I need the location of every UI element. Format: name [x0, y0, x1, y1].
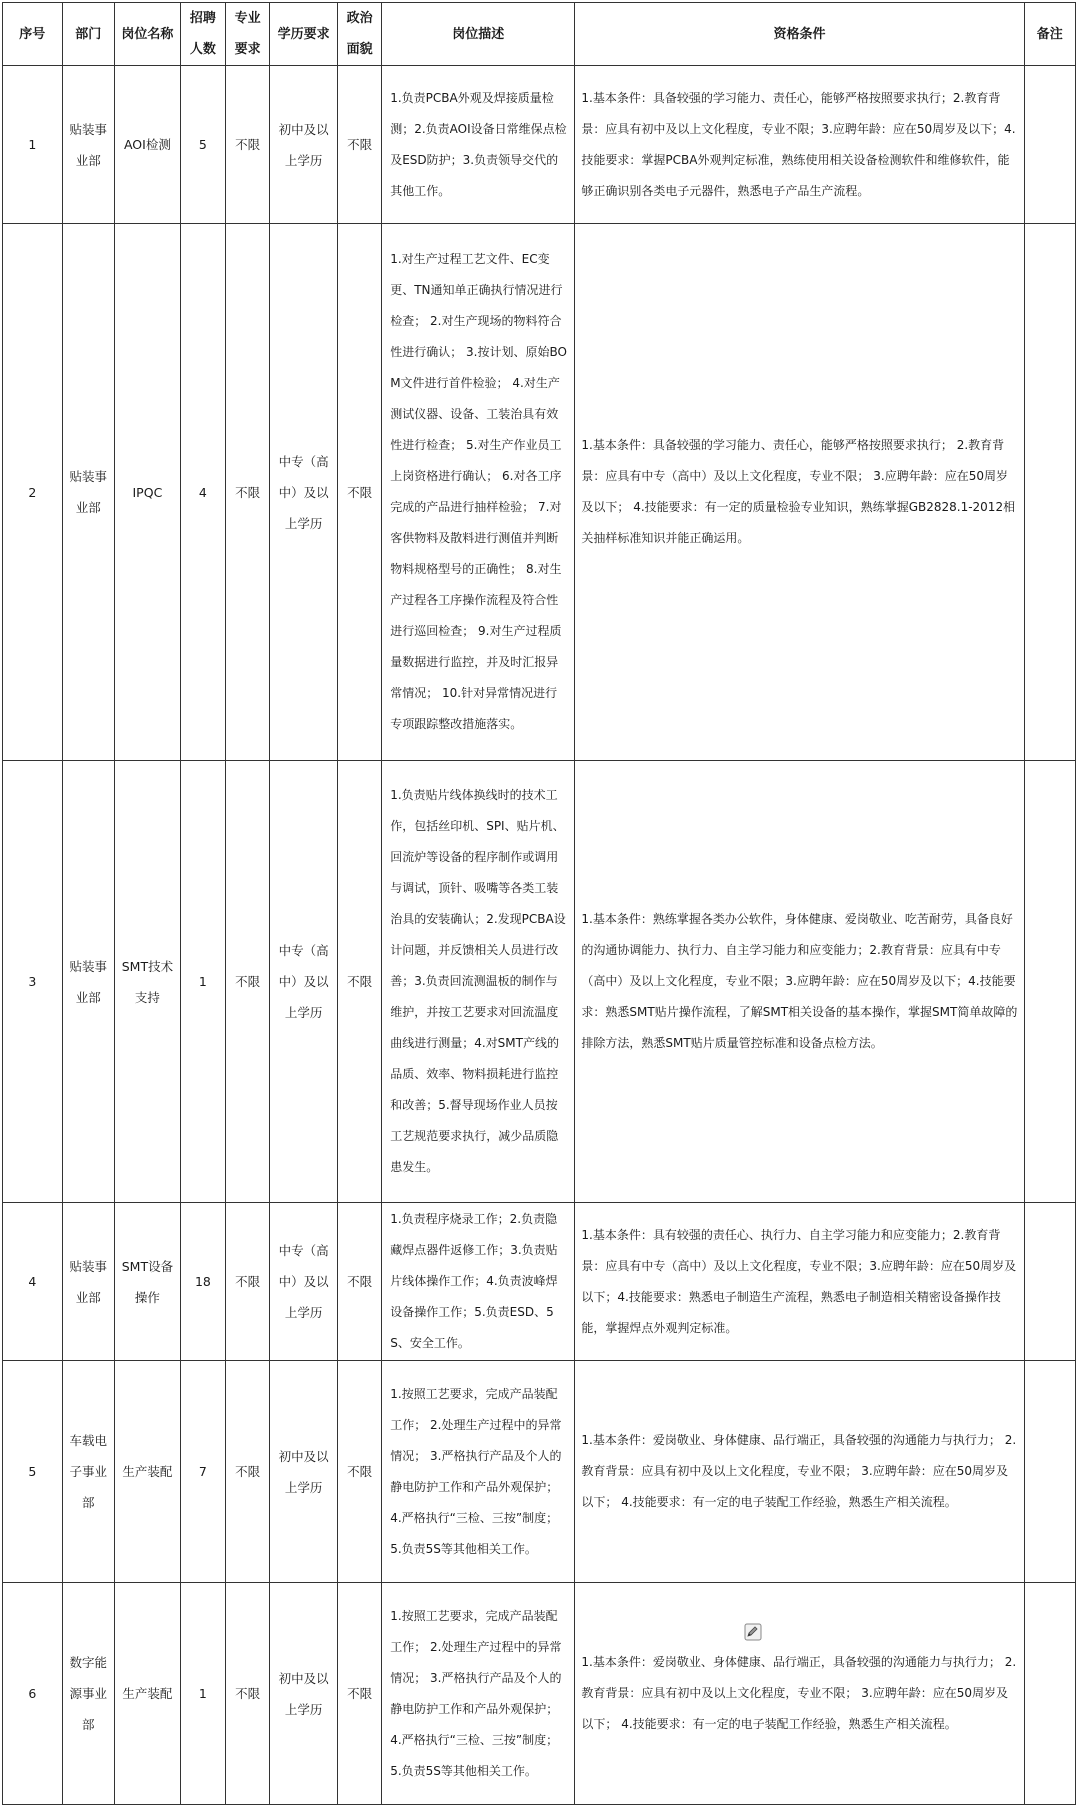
row-qualifications: 1.基本条件：爱岗敬业、身体健康、品行端正，具备较强的沟通能力与执行力； 2.教育背景：应具有初中及以上文化程度，专业不限； 3.应聘年龄：应在50周岁及以下； 4.技能要求：有一定的电子装配工作经验，熟悉生产相关流程。 — [581, 1655, 1017, 1731]
row-position: IPQC — [115, 224, 181, 761]
row-remarks — [1024, 66, 1075, 224]
row-major: 不限 — [226, 1203, 270, 1361]
table-row — [3, 1203, 1076, 1361]
row-headcount: 4 — [180, 224, 225, 761]
row-education: 中专（高中）及以上学历 — [270, 1203, 338, 1361]
header-remarks: 备注 — [1024, 3, 1075, 66]
edit-pencil-icon[interactable] — [744, 1623, 762, 1641]
row-political: 不限 — [338, 66, 382, 224]
row-education: 初中及以上学历 — [270, 1583, 338, 1805]
table-row — [3, 66, 1076, 224]
row-index: 6 — [3, 1583, 63, 1805]
header-index: 序号 — [3, 3, 63, 66]
row-position: SMT设备操作 — [115, 1203, 181, 1361]
row-index: 3 — [3, 761, 63, 1203]
header-education: 学历要求 — [270, 3, 338, 66]
row-position: 生产装配 — [115, 1361, 181, 1583]
row-education: 初中及以上学历 — [270, 66, 338, 224]
row-major: 不限 — [226, 66, 270, 224]
row-description: 1.对生产过程工艺文件、EC变更、TN通知单正确执行情况进行检查； 2.对生产现场的物料符合性进行确认； 3.按计划、原始BOM文件进行首件检验； 4.对生产测试仪器、设备、工装治具有效性进行检查； 5.对生产作业员工上岗资格进行确认； 6.对各工序完成的产品进行抽样检验； 7.对客供物料及散料进行测值并判断物料规格型号的正确性； 8.对生产过程各工序操作流程及符合性进行巡回检查； 9.对生产过程质量数据进行监控，并及时汇报异常情况； 10.针对异常情况进行专项跟踪整改措施落实。 — [382, 224, 575, 761]
table-row — [3, 1583, 1076, 1805]
row-headcount: 1 — [180, 761, 225, 1203]
row-qualifications-cell — [575, 1583, 1024, 1805]
row-education: 中专（高中）及以上学历 — [270, 761, 338, 1203]
row-department: 贴装事业部 — [62, 224, 114, 761]
row-department: 数字能源事业部 — [62, 1583, 114, 1805]
row-remarks — [1024, 1583, 1075, 1805]
row-description: 1.负责贴片线体换线时的技术工作，包括丝印机、SPI、贴片机、回流炉等设备的程序制作或调用与调试，顶针、吸嘴等各类工装治具的安装确认；2.发现PCBA设计问题，并反馈相关人员进行改善；3.负责回流测温板的制作与维护，并按工艺要求对回流温度曲线进行测量；4.对SMT产线的品质、效率、物料损耗进行监控和改善；5.督导现场作业人员按工艺规范要求执行，减少品质隐患发生。 — [382, 761, 575, 1203]
row-headcount: 5 — [180, 66, 225, 224]
header-position: 岗位名称 — [115, 3, 181, 66]
row-major: 不限 — [226, 1361, 270, 1583]
row-political: 不限 — [338, 1583, 382, 1805]
row-political: 不限 — [338, 1203, 382, 1361]
header-headcount: 招聘人数 — [180, 3, 225, 66]
row-description: 1.按照工艺要求，完成产品装配工作； 2.处理生产过程中的异常情况； 3.严格执行产品及个人的静电防护工作和产品外观保护； 4.严格执行“三检、三按”制度； 5.负责5S等其他相关工作。 — [382, 1583, 575, 1805]
header-political: 政治面貌 — [338, 3, 382, 66]
header-department: 部门 — [62, 3, 114, 66]
row-headcount: 7 — [180, 1361, 225, 1583]
row-education: 初中及以上学历 — [270, 1361, 338, 1583]
row-political: 不限 — [338, 224, 382, 761]
header-qualifications: 资格条件 — [575, 3, 1024, 66]
row-department: 贴装事业部 — [62, 1203, 114, 1361]
row-political: 不限 — [338, 1361, 382, 1583]
qualifications-wrapper — [581, 1647, 1017, 1740]
row-major: 不限 — [226, 1583, 270, 1805]
row-index: 1 — [3, 66, 63, 224]
table-row — [3, 761, 1076, 1203]
row-position: SMT技术支持 — [115, 761, 181, 1203]
row-description: 1.负责程序烧录工作；2.负责隐藏焊点器件返修工作；3.负责贴片线体操作工作；4.负责波峰焊设备操作工作；5.负责ESD、5S、安全工作。 — [382, 1203, 575, 1361]
row-qualifications: 1.基本条件：具备较强的学习能力、责任心，能够严格按照要求执行；2.教育背景：应具有初中及以上文化程度，专业不限；3.应聘年龄：应在50周岁及以下；4.技能要求：掌握PCBA外观判定标准，熟练使用相关设备检测软件和维修软件，能够正确识别各类电子元器件，熟悉电子产品生产流程。 — [575, 66, 1024, 224]
row-qualifications: 1.基本条件：具备较强的学习能力、责任心，能够严格按照要求执行； 2.教育背景：应具有中专（高中）及以上文化程度，专业不限； 3.应聘年龄：应在50周岁及以下； 4.技能要求：有一定的质量检验专业知识，熟练掌握GB2828.1-2012相关抽样标准知识并能正确运用。 — [575, 224, 1024, 761]
row-major: 不限 — [226, 224, 270, 761]
row-position: AOI检测 — [115, 66, 181, 224]
row-department: 车载电子事业部 — [62, 1361, 114, 1583]
row-remarks — [1024, 224, 1075, 761]
row-major: 不限 — [226, 761, 270, 1203]
row-political: 不限 — [338, 761, 382, 1203]
row-description: 1.负责PCBA外观及焊接质量检测；2.负责AOI设备日常维保点检及ESD防护；3.负责领导交代的其他工作。 — [382, 66, 575, 224]
row-index: 2 — [3, 224, 63, 761]
table-row — [3, 224, 1076, 761]
row-description: 1.按照工艺要求，完成产品装配工作； 2.处理生产过程中的异常情况； 3.严格执行产品及个人的静电防护工作和产品外观保护； 4.严格执行“三检、三按”制度； 5.负责5S等其他相关工作。 — [382, 1361, 575, 1583]
row-remarks — [1024, 1361, 1075, 1583]
row-headcount: 1 — [180, 1583, 225, 1805]
row-index: 4 — [3, 1203, 63, 1361]
table-row — [3, 1361, 1076, 1583]
header-description: 岗位描述 — [382, 3, 575, 66]
header-major: 专业要求 — [226, 3, 270, 66]
table-header-row — [3, 3, 1076, 66]
row-department: 贴装事业部 — [62, 761, 114, 1203]
row-qualifications: 1.基本条件：熟练掌握各类办公软件，身体健康、爱岗敬业、吃苦耐劳，具备良好的沟通协调能力、执行力、自主学习能力和应变能力；2.教育背景：应具有中专（高中）及以上文化程度，专业不限；3.应聘年龄：应在50周岁及以下；4.技能要求：熟悉SMT贴片操作流程，了解SMT相关设备的基本操作，掌握SMT简单故障的排除方法，熟悉SMT贴片质量管控标准和设备点检方法。 — [575, 761, 1024, 1203]
row-qualifications: 1.基本条件：具有较强的责任心、执行力、自主学习能力和应变能力；2.教育背景：应具有中专（高中）及以上文化程度，专业不限；3.应聘年龄：应在50周岁及以下；4.技能要求：熟悉电子制造生产流程，熟悉电子制造相关精密设备操作技能，掌握焊点外观判定标准。 — [575, 1203, 1024, 1361]
row-position: 生产装配 — [115, 1583, 181, 1805]
row-remarks — [1024, 761, 1075, 1203]
row-department: 贴装事业部 — [62, 66, 114, 224]
row-headcount: 18 — [180, 1203, 225, 1361]
row-index: 5 — [3, 1361, 63, 1583]
recruitment-table — [2, 2, 1076, 1805]
row-qualifications: 1.基本条件：爱岗敬业、身体健康、品行端正，具备较强的沟通能力与执行力； 2.教育背景：应具有初中及以上文化程度，专业不限； 3.应聘年龄：应在50周岁及以下； 4.技能要求：有一定的电子装配工作经验，熟悉生产相关流程。 — [575, 1361, 1024, 1583]
row-remarks — [1024, 1203, 1075, 1361]
row-education: 中专（高中）及以上学历 — [270, 224, 338, 761]
